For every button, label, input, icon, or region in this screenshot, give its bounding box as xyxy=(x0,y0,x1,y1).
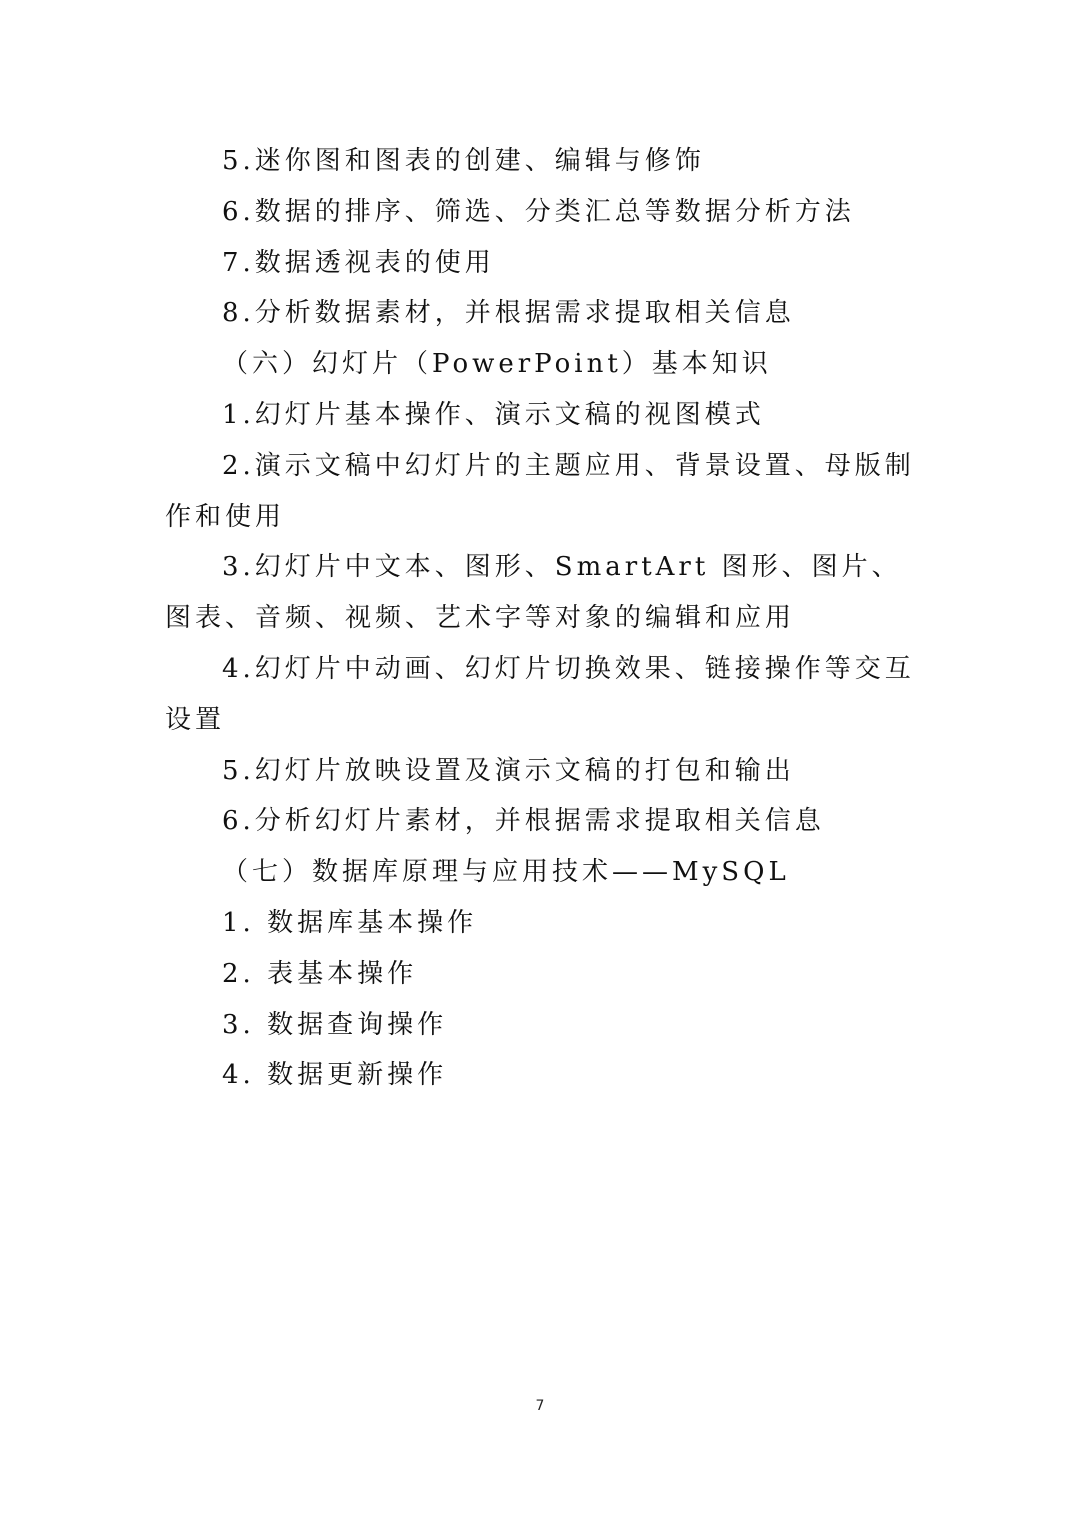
list-item-1-database-ops: 1. 数据库基本操作 xyxy=(222,907,478,938)
list-item-5-chart-creation: 5.迷你图和图表的创建、编辑与修饰 xyxy=(222,146,705,176)
list-item-6-data-sorting: 6.数据的排序、筛选、分类汇总等数据分析方法 xyxy=(222,196,855,227)
section-heading-powerpoint: （六）幻灯片（PowerPoint）基本知识 xyxy=(222,349,772,380)
list-item-8-data-analysis: 8.分析数据素材，并根据需求提取相关信息 xyxy=(222,298,795,329)
page-number: 7 xyxy=(535,1398,545,1414)
list-item-1-slide-basics: 1.幻灯片基本操作、演示文稿的视图模式 xyxy=(222,399,765,430)
list-item-6-slide-analysis: 6.分析幻灯片素材，并根据需求提取相关信息 xyxy=(222,806,825,837)
list-item-5-slideshow-output: 5.幻灯片放映设置及演示文稿的打包和输出 xyxy=(222,755,795,786)
list-item-3-query-ops: 3. 数据查询操作 xyxy=(222,1009,448,1040)
section-heading-mysql: （七）数据库原理与应用技术——MySQL xyxy=(222,857,790,888)
list-item-3-slide-objects: 3.幻灯片中文本、图形、SmartArt 图形、图片、图表、音频、视频、艺术字等对象的编辑和应用 xyxy=(165,552,902,634)
list-item-2-themes-masters: 2.演示文稿中幻灯片的主题应用、背景设置、母版制作和使用 xyxy=(165,450,915,532)
document-body xyxy=(165,136,920,1101)
list-item-2-table-ops: 2. 表基本操作 xyxy=(222,958,418,989)
list-item-7-pivot-table: 7.数据透视表的使用 xyxy=(222,247,495,278)
list-item-4-update-ops: 4. 数据更新操作 xyxy=(222,1060,448,1091)
list-item-4-animations: 4.幻灯片中动画、幻灯片切换效果、链接操作等交互设置 xyxy=(165,653,915,735)
